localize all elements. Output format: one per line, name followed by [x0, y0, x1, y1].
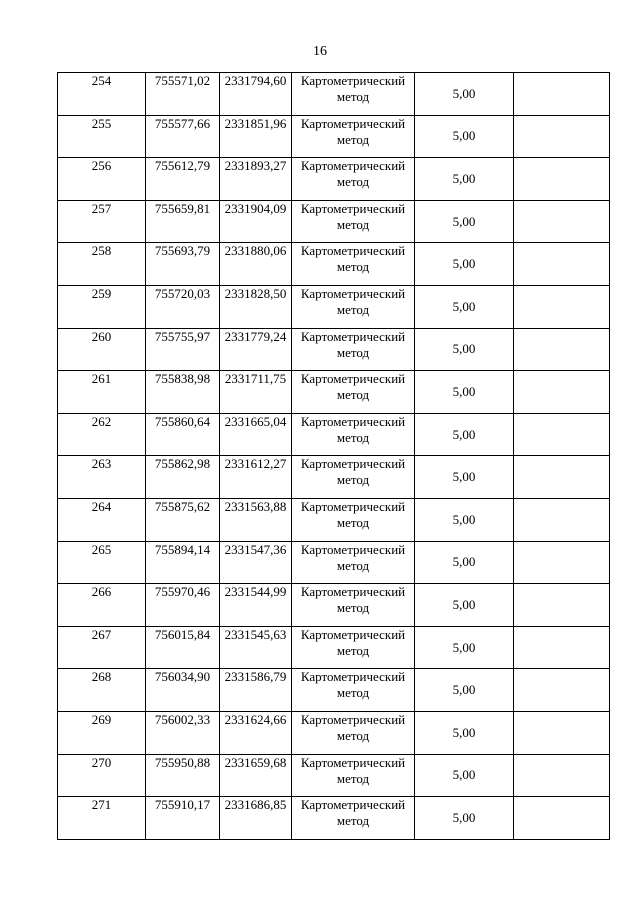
method-cell	[292, 243, 415, 286]
table-row	[58, 158, 610, 201]
note-cell	[514, 243, 610, 286]
y-coordinate-cell: 2331624,66	[220, 711, 292, 754]
method-cell	[292, 541, 415, 584]
x-coordinate-cell: 756034,90	[146, 669, 220, 712]
note-cell	[514, 797, 610, 840]
table-row	[58, 626, 610, 669]
method-line-1: Картометрический	[300, 584, 406, 600]
method-cell	[292, 754, 415, 797]
x-coordinate-cell: 755862,98	[146, 456, 220, 499]
point-number-cell: 260	[58, 328, 146, 371]
x-coordinate-cell: 755577,66	[146, 115, 220, 158]
accuracy-cell: 5,00	[415, 797, 514, 840]
x-coordinate-cell: 755720,03	[146, 285, 220, 328]
x-coordinate-cell: 755693,79	[146, 243, 220, 286]
note-cell	[514, 456, 610, 499]
point-number-cell: 255	[58, 115, 146, 158]
point-number-cell: 257	[58, 200, 146, 243]
point-number-cell: 265	[58, 541, 146, 584]
y-coordinate-cell: 2331779,24	[220, 328, 292, 371]
x-coordinate-cell: 756015,84	[146, 626, 220, 669]
note-cell	[514, 584, 610, 627]
method-line-2: метод	[336, 813, 370, 829]
method-cell	[292, 797, 415, 840]
y-coordinate-cell: 2331545,63	[220, 626, 292, 669]
accuracy-cell: 5,00	[415, 200, 514, 243]
method-line-1: Картометрический	[300, 541, 406, 557]
method-cell	[292, 73, 415, 116]
point-number-cell: 254	[58, 73, 146, 116]
point-number-cell: 268	[58, 669, 146, 712]
note-cell	[514, 200, 610, 243]
y-coordinate-cell: 2331659,68	[220, 754, 292, 797]
accuracy-cell: 5,00	[415, 243, 514, 286]
method-line-2: метод	[336, 131, 370, 147]
x-coordinate-cell: 755838,98	[146, 371, 220, 414]
point-number-cell: 256	[58, 158, 146, 201]
method-line-2: метод	[336, 727, 370, 743]
x-coordinate-cell: 755970,46	[146, 584, 220, 627]
method-line-2: метод	[336, 557, 370, 573]
accuracy-cell: 5,00	[415, 669, 514, 712]
method-line-2: метод	[336, 301, 370, 317]
method-line-2: метод	[336, 685, 370, 701]
y-coordinate-cell: 2331547,36	[220, 541, 292, 584]
method-cell	[292, 200, 415, 243]
method-line-1: Картометрический	[300, 371, 406, 387]
note-cell	[514, 754, 610, 797]
method-line-1: Картометрический	[300, 797, 406, 813]
point-number-cell: 270	[58, 754, 146, 797]
method-cell	[292, 584, 415, 627]
table-row	[58, 328, 610, 371]
y-coordinate-cell: 2331686,85	[220, 797, 292, 840]
y-coordinate-cell: 2331880,06	[220, 243, 292, 286]
method-cell	[292, 328, 415, 371]
y-coordinate-cell: 2331586,79	[220, 669, 292, 712]
x-coordinate-cell: 756002,33	[146, 711, 220, 754]
accuracy-cell: 5,00	[415, 285, 514, 328]
accuracy-cell: 5,00	[415, 328, 514, 371]
accuracy-cell: 5,00	[415, 115, 514, 158]
method-cell	[292, 371, 415, 414]
coordinates-table-body	[58, 73, 610, 840]
y-coordinate-cell: 2331828,50	[220, 285, 292, 328]
y-coordinate-cell: 2331851,96	[220, 115, 292, 158]
y-coordinate-cell: 2331794,60	[220, 73, 292, 116]
method-cell	[292, 413, 415, 456]
table-row	[58, 285, 610, 328]
table-row	[58, 754, 610, 797]
method-line-1: Картометрический	[300, 158, 406, 174]
y-coordinate-cell: 2331665,04	[220, 413, 292, 456]
accuracy-cell: 5,00	[415, 498, 514, 541]
point-number-cell: 271	[58, 797, 146, 840]
y-coordinate-cell: 2331904,09	[220, 200, 292, 243]
method-line-1: Картометрический	[300, 413, 406, 429]
method-line-1: Картометрический	[300, 115, 406, 131]
note-cell	[514, 711, 610, 754]
method-line-1: Картометрический	[300, 456, 406, 472]
method-line-2: метод	[336, 770, 370, 786]
method-line-1: Картометрический	[300, 711, 406, 727]
accuracy-cell: 5,00	[415, 626, 514, 669]
page-number: 16	[313, 44, 327, 59]
method-line-1: Картометрический	[300, 626, 406, 642]
method-cell	[292, 115, 415, 158]
table-row	[58, 371, 610, 414]
accuracy-cell: 5,00	[415, 413, 514, 456]
method-line-2: метод	[336, 344, 370, 360]
x-coordinate-cell: 755875,62	[146, 498, 220, 541]
method-line-1: Картометрический	[300, 754, 406, 770]
method-line-2: метод	[336, 642, 370, 658]
method-cell	[292, 669, 415, 712]
note-cell	[514, 328, 610, 371]
method-line-1: Картометрический	[300, 73, 406, 88]
table-row	[58, 541, 610, 584]
x-coordinate-cell: 755612,79	[146, 158, 220, 201]
table-row	[58, 115, 610, 158]
table-row	[58, 200, 610, 243]
method-cell	[292, 498, 415, 541]
method-line-1: Картометрический	[300, 498, 406, 514]
y-coordinate-cell: 2331893,27	[220, 158, 292, 201]
x-coordinate-cell: 755755,97	[146, 328, 220, 371]
table-row	[58, 413, 610, 456]
y-coordinate-cell: 2331612,27	[220, 456, 292, 499]
accuracy-cell: 5,00	[415, 754, 514, 797]
method-line-2: метод	[336, 89, 370, 104]
coordinates-table	[57, 72, 610, 840]
table-row	[58, 711, 610, 754]
table-row	[58, 498, 610, 541]
note-cell	[514, 626, 610, 669]
method-line-1: Картометрический	[300, 328, 406, 344]
x-coordinate-cell: 755950,88	[146, 754, 220, 797]
note-cell	[514, 669, 610, 712]
accuracy-cell: 5,00	[415, 371, 514, 414]
method-cell	[292, 626, 415, 669]
note-cell	[514, 73, 610, 116]
point-number-cell: 264	[58, 498, 146, 541]
note-cell	[514, 285, 610, 328]
accuracy-cell: 5,00	[415, 73, 514, 116]
method-line-2: метод	[336, 429, 370, 445]
note-cell	[514, 158, 610, 201]
note-cell	[514, 541, 610, 584]
method-line-2: метод	[336, 600, 370, 616]
table-row	[58, 243, 610, 286]
x-coordinate-cell: 755860,64	[146, 413, 220, 456]
method-line-2: метод	[336, 216, 370, 232]
method-line-1: Картометрический	[300, 200, 406, 216]
y-coordinate-cell: 2331711,75	[220, 371, 292, 414]
method-line-1: Картометрический	[300, 285, 406, 301]
method-line-2: метод	[336, 472, 370, 488]
note-cell	[514, 371, 610, 414]
point-number-cell: 262	[58, 413, 146, 456]
accuracy-cell: 5,00	[415, 456, 514, 499]
table-row	[58, 669, 610, 712]
point-number-cell: 261	[58, 371, 146, 414]
table-row	[58, 456, 610, 499]
accuracy-cell: 5,00	[415, 158, 514, 201]
y-coordinate-cell: 2331544,99	[220, 584, 292, 627]
point-number-cell: 269	[58, 711, 146, 754]
note-cell	[514, 413, 610, 456]
note-cell	[514, 115, 610, 158]
x-coordinate-cell: 755910,17	[146, 797, 220, 840]
accuracy-cell: 5,00	[415, 711, 514, 754]
point-number-cell: 263	[58, 456, 146, 499]
x-coordinate-cell: 755659,81	[146, 200, 220, 243]
note-cell	[514, 498, 610, 541]
method-cell	[292, 158, 415, 201]
accuracy-cell: 5,00	[415, 541, 514, 584]
method-line-1: Картометрический	[300, 669, 406, 685]
method-line-2: метод	[336, 514, 370, 530]
method-cell	[292, 456, 415, 499]
point-number-cell: 258	[58, 243, 146, 286]
accuracy-cell: 5,00	[415, 584, 514, 627]
table-row	[58, 73, 610, 116]
method-cell	[292, 711, 415, 754]
method-line-2: метод	[336, 174, 370, 190]
point-number-cell: 267	[58, 626, 146, 669]
method-line-1: Картометрический	[300, 243, 406, 259]
point-number-cell: 259	[58, 285, 146, 328]
table-row	[58, 797, 610, 840]
x-coordinate-cell: 755894,14	[146, 541, 220, 584]
table-row	[58, 584, 610, 627]
method-line-2: метод	[336, 387, 370, 403]
method-line-2: метод	[336, 259, 370, 275]
x-coordinate-cell: 755571,02	[146, 73, 220, 116]
method-cell	[292, 285, 415, 328]
point-number-cell: 266	[58, 584, 146, 627]
y-coordinate-cell: 2331563,88	[220, 498, 292, 541]
